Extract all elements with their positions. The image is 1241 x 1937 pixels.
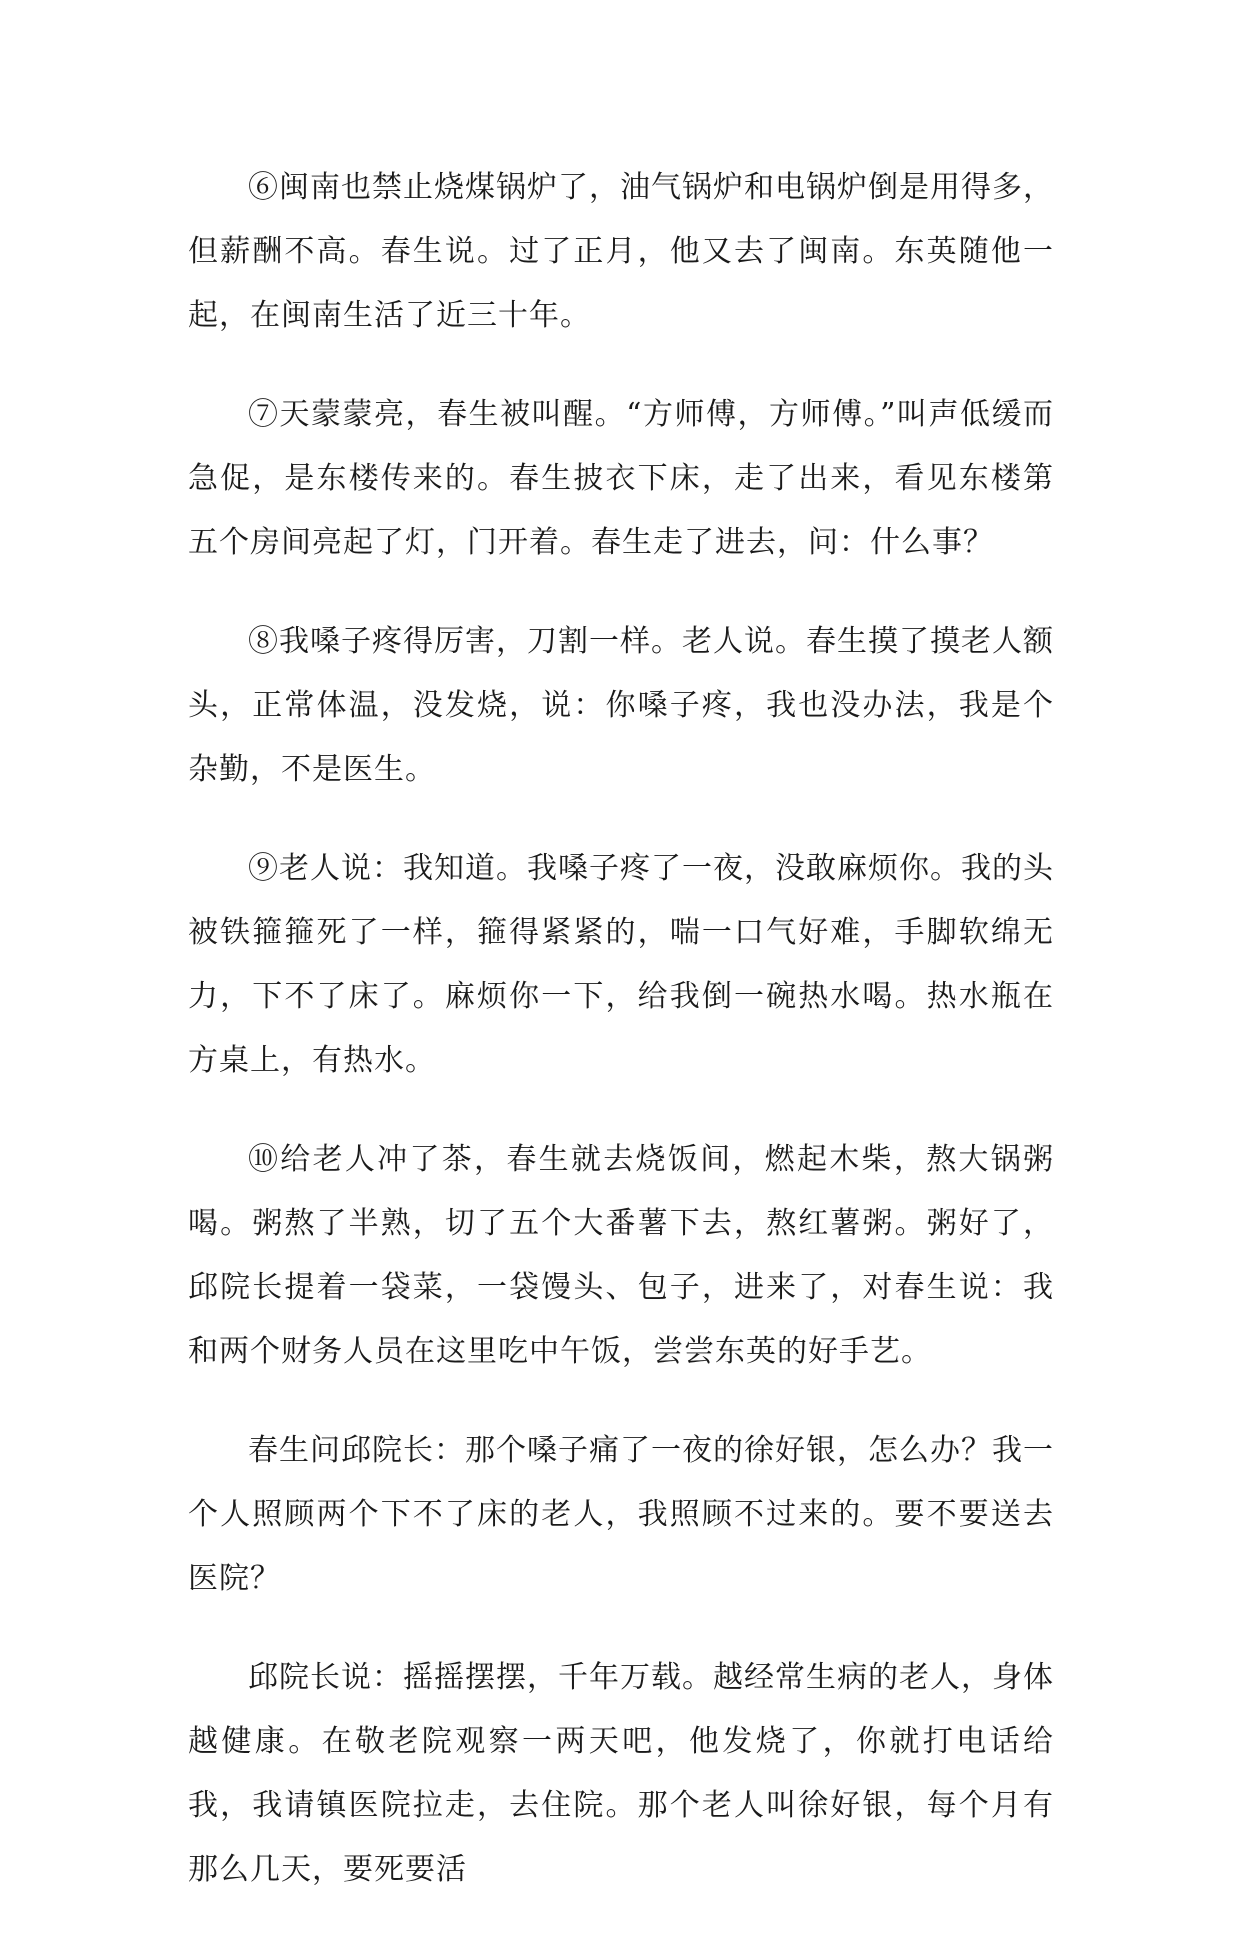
paragraph-8: ⑧我嗓子疼得厉害，刀割一样。老人说。春生摸了摸老人额头，正常体温，没发烧，说：你嗓子疼，我也没办法，我是个杂勤，不是医生。: [188, 624, 1054, 787]
paragraph-10: ⑩给老人冲了茶，春生就去烧饭间，燃起木柴，熬大锅粥喝。粥熬了半熟，切了五个大番薯下去，熬红薯粥。粥好了，邱院长提着一袋菜，一袋馒头、包子，进来了，对春生说：我和两个财务人员在这里吃中午饭，尝尝东英的好手艺。: [188, 1142, 1054, 1369]
paragraph-dialogue-answer: 邱院长说：摇摇摆摆，千年万载。越经常生病的老人，身体越健康。在敬老院观察一两天吧，他发烧了，你就打电话给我，我请镇医院拉走，去住院。那个老人叫徐好银，每个月有那么几天，要死要活: [188, 1660, 1054, 1887]
paragraph-6: ⑥闽南也禁止烧煤锅炉了，油气锅炉和电锅炉倒是用得多，但薪酬不高。春生说。过了正月，他又去了闽南。东英随他一起，在闽南生活了近三十年。: [188, 170, 1054, 333]
paragraph-9: ⑨老人说：我知道。我嗓子疼了一夜，没敢麻烦你。我的头被铁箍箍死了一样，箍得紧紧的，喘一口气好难，手脚软绵无力，下不了床了。麻烦你一下，给我倒一碗热水喝。热水瓶在方桌上，有热水。: [188, 851, 1054, 1078]
paragraph-7: ⑦天蒙蒙亮，春生被叫醒。“方师傅，方师傅。”叫声低缓而急促，是东楼传来的。春生披衣下床，走了出来，看见东楼第五个房间亮起了灯，门开着。春生走了进去，问：什么事？: [188, 397, 1054, 560]
paragraph-dialogue-question: 春生问邱院长：那个嗓子痛了一夜的徐好银，怎么办？我一个人照顾两个下不了床的老人，我照顾不过来的。要不要送去医院？: [188, 1433, 1054, 1596]
document-page: [188, 156, 1054, 1937]
